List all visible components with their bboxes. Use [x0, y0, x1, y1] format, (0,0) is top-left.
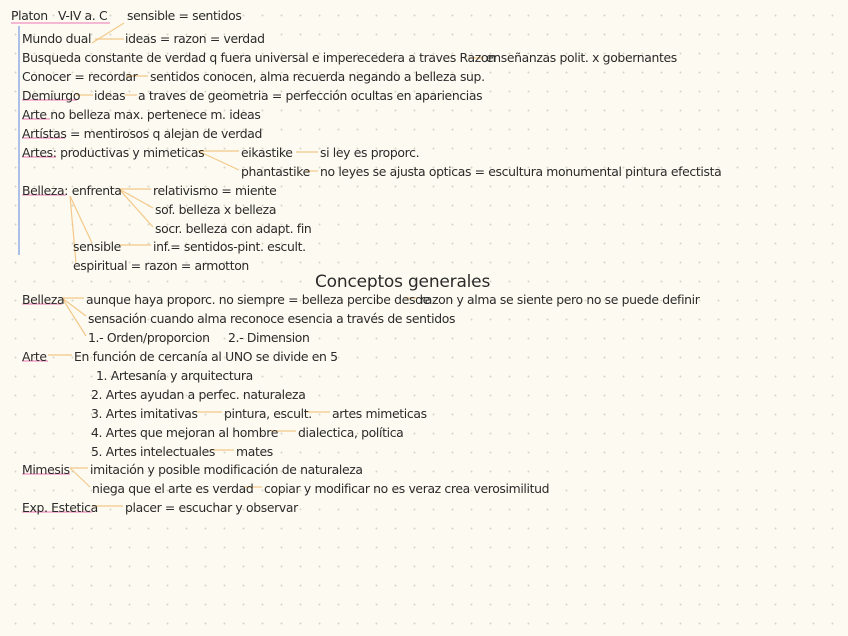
- socr-line: socr. belleza con adapt. fin: [155, 221, 312, 236]
- sof-line: sof. belleza x belleza: [155, 202, 277, 217]
- mundo-dual: Mundo dual: [22, 31, 92, 46]
- arte-item-3b: artes mimeticas: [332, 406, 427, 421]
- artes-line: Artes: productivas y mimeticas: [22, 145, 205, 160]
- arte-item-5a: mates: [236, 444, 273, 459]
- arte-item-5: 5. Artes intelectuales: [91, 444, 215, 459]
- arte-item-2: 2. Artes ayudan a perfec. naturaleza: [91, 387, 306, 402]
- belleza-detail-2: sensación cuando alma reconoce esencia a través de sentidos: [88, 311, 456, 326]
- relativismo-line: relativismo = miente: [153, 183, 277, 198]
- arte-item-3a: pintura, escult.: [224, 406, 312, 421]
- arte-detail: En función de cercanía al UNO se divide en 5: [74, 349, 338, 364]
- arte-line: Arte no belleza max. pertenece m. ideas: [22, 107, 261, 122]
- busqueda-line: Busqueda constante de verdad q fuera universal e imperecedera a traves Razon: [22, 50, 496, 65]
- mimesis-detail-1: imitación y posible modificación de naturaleza: [90, 462, 363, 477]
- arte-item-4a: dialectica, política: [298, 425, 404, 440]
- belleza-detail-1b: razon y alma se siente pero no se puede definir: [420, 292, 700, 307]
- inf-line: inf.= sentidos-pint. escult.: [153, 239, 306, 254]
- espiritual-line: espiritual = razon = armotton: [73, 258, 249, 273]
- title-sensible: sensible = sentidos: [127, 8, 242, 23]
- title-period: V-IV a. C: [58, 8, 108, 23]
- demiurgo-detail: a traves de geometria = perfección ocultas en apariencias: [138, 88, 483, 103]
- mimesis-detail-2: niega que el arte es verdad: [92, 481, 254, 496]
- title-label: Platon: [11, 8, 48, 23]
- arte-label: Arte: [22, 349, 47, 364]
- arte-item-1: 1. Artesanía y arquitectura: [96, 368, 253, 383]
- arte-item-3: 3. Artes imitativas: [91, 406, 198, 421]
- conocer-label: Conocer = recordar: [22, 69, 138, 84]
- demiurgo-ideas: ideas: [94, 88, 126, 103]
- phantastike-label: phantastike: [241, 164, 310, 179]
- eikastike-detail: si ley es proporc.: [320, 145, 420, 160]
- eikastike-label: eikastike: [241, 145, 293, 160]
- dimension-item: 2.- Dimension: [228, 330, 310, 345]
- artistas-line: Artístas = mentirosos q alejan de verdad: [22, 126, 263, 141]
- arte-item-4: 4. Artes que mejoran al hombre: [91, 425, 278, 440]
- mimesis-label: Mimesis: [22, 462, 70, 477]
- conocer-detail: sentidos conocen, alma recuerda negando a belleza sup.: [150, 69, 485, 84]
- sensible-label: sensible: [73, 239, 121, 254]
- phantastike-detail: no leyes se ajusta opticas = escultura monumental pintura efectista: [320, 164, 722, 179]
- belleza-enfrenta: Belleza: enfrenta: [22, 183, 122, 198]
- mimesis-detail-2b: copiar y modificar no es veraz crea verosimilitud: [264, 481, 550, 496]
- ideas-razon: ideas = razon = verdad: [125, 31, 265, 46]
- orden-item: 1.- Orden/proporcion: [88, 330, 210, 345]
- ensenanzas-line: enseñanzas polit. x gobernantes: [486, 50, 677, 65]
- belleza-label: Belleza: [22, 292, 65, 307]
- section-heading: Conceptos generales: [315, 272, 491, 292]
- exp-estetica-label: Exp. Estetica: [22, 500, 98, 515]
- belleza-detail-1: aunque haya proporc. no siempre = belleza percibe desde: [86, 292, 430, 307]
- demiurgo-label: Demiurgo: [22, 88, 81, 103]
- exp-estetica-detail: placer = escuchar y observar: [125, 500, 298, 515]
